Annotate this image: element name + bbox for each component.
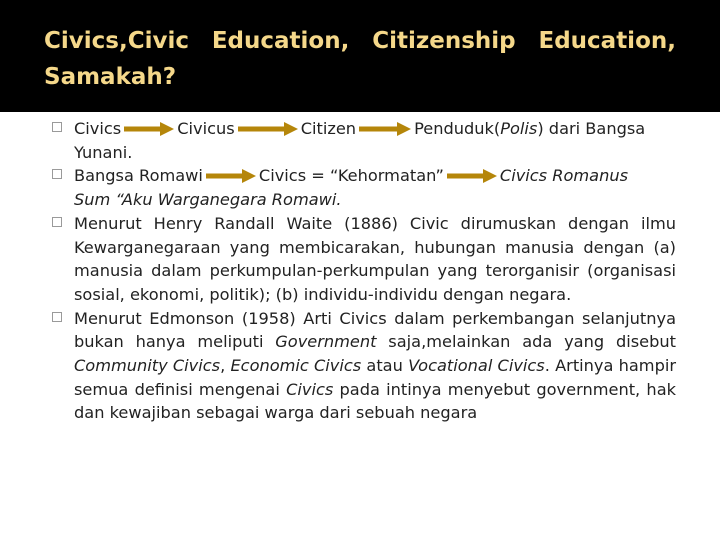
term: Civics = “Kehormatan” (258, 166, 444, 186)
term: Civics (74, 119, 122, 138)
slide-content (52, 117, 676, 425)
arrow-right-icon (447, 169, 497, 183)
bullet-square-icon (52, 122, 62, 132)
arrow-right-icon (124, 122, 174, 136)
slide-title-line1 (44, 28, 676, 54)
etymology-row (74, 117, 676, 141)
bullet-text-line: Sum “Aku Warganegara Romawi. (74, 190, 342, 210)
slide-title-line2: Samakah? (44, 64, 177, 90)
title-word: Education, (211, 28, 350, 54)
bullet-item (52, 307, 676, 426)
term: Civics Romanus (499, 166, 629, 186)
title-bar (0, 0, 720, 112)
bullet-text: Menurut Edmonson (1958) Arti Civics dalam perkembangan selanjutnya bukan hanya meliputi Government saja,melainkan ada yang disebut Community Civics, Economic Civics atau Vocational Civics. Artinya hampir semua definisi mengenai Civics pada intinya menyebut government, hak dan kewajiban sebagai warga dari sebuah negara (74, 308, 676, 423)
bullet-item (52, 164, 676, 211)
bullet-item (52, 212, 676, 307)
bullet-square-icon (52, 217, 62, 227)
bullet-item (52, 117, 676, 164)
bullet-square-icon (52, 312, 62, 322)
arrow-right-icon (238, 122, 298, 136)
term: Citizen (300, 119, 357, 138)
title-word: Citizenship (372, 28, 516, 54)
title-word: Education, (538, 28, 676, 54)
term: Civicus (177, 119, 235, 138)
term: Bangsa Romawi (74, 166, 203, 186)
title-word: Civics,Civic (44, 28, 189, 54)
bullet-text: Menurut Henry Randall Waite (1886) Civic dirumuskan dengan ilmu Kewarganegaraan yang membicarakan, hubungan manusia dengan (a) manusia dalam perkumpulan-perkumpulan yang terorganisir (organisasi sosial, ekonomi, politik); (b) individu-individu dengan negara. (74, 213, 676, 304)
bullet-square-icon (52, 169, 62, 179)
arrow-right-icon (359, 122, 411, 136)
term: Penduduk(Polis) dari Bangsa (414, 119, 646, 138)
etymology-row (74, 164, 676, 188)
arrow-right-icon (206, 169, 256, 183)
bullet-text-line: Yunani. (74, 142, 133, 162)
